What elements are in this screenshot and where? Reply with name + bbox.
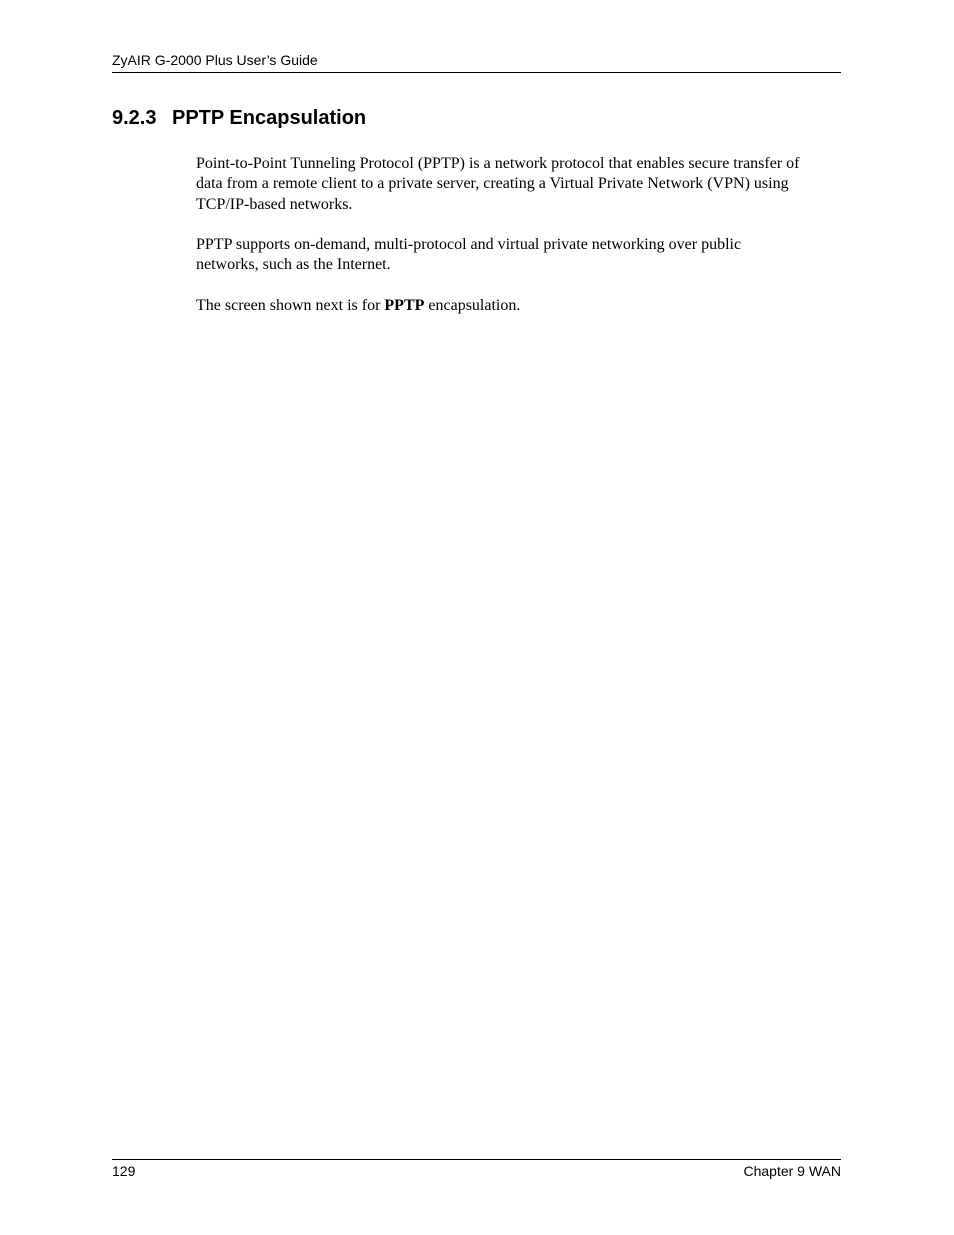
- paragraph-pptp-definition: [196, 154, 846, 215]
- text-line: PPTP supports on-demand, multi-protocol and virtual private networking over public: [196, 236, 742, 254]
- bold-term: PPTP: [384, 297, 425, 315]
- paragraph-screen-intro: [196, 296, 846, 316]
- section-number: 9.2.3: [112, 107, 157, 129]
- section-body: [196, 154, 846, 337]
- document-title: ZyAIR G-2000 Plus User’s Guide: [112, 52, 318, 68]
- text-line: Point-to-Point Tunneling Protocol (PPTP) is a network protocol that enables secure transfer of: [196, 155, 800, 172]
- text-line: TCP/IP-based networks.: [196, 195, 353, 213]
- text-line: data from a remote client to a private server, creating a Virtual Private Network (VPN) using: [196, 175, 789, 193]
- page-header: [112, 51, 841, 73]
- text-line: networks, such as the Internet.: [196, 256, 391, 274]
- page-footer: [112, 1159, 841, 1184]
- page-number: 129: [112, 1163, 136, 1179]
- text-fragment: encapsulation.: [424, 297, 521, 315]
- chapter-name: Chapter 9 WAN: [743, 1163, 841, 1179]
- paragraph-pptp-support: [196, 235, 846, 276]
- text-fragment: The screen shown next is for: [196, 297, 385, 315]
- section-heading: [112, 106, 366, 130]
- section-title: PPTP Encapsulation: [172, 107, 367, 129]
